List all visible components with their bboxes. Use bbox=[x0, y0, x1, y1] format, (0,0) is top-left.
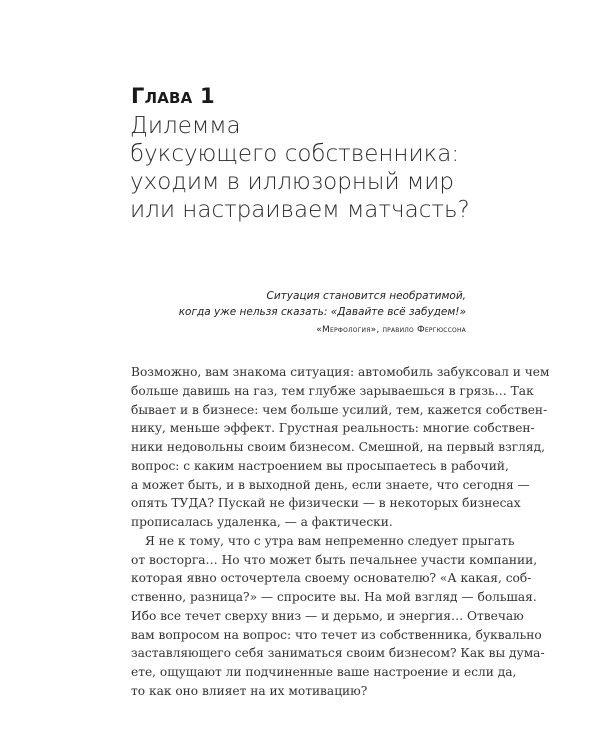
body-line: больше давишь на газ, тем глубже зарываешься в грязь… Так bbox=[131, 383, 534, 398]
epigraph bbox=[179, 289, 466, 320]
body-line: вопрос: с каким настроением вы просыпаетесь в рабочий, bbox=[131, 458, 509, 473]
chapter-title-line: Дилемма bbox=[130, 113, 241, 139]
body-line: бывает и в бизнесе: чем больше усилий, тем, кажется собствен- bbox=[131, 402, 548, 417]
chapter-title bbox=[130, 112, 470, 224]
body-line: от восторга… Но что может быть печальнее участи компании, bbox=[131, 552, 538, 567]
body-text bbox=[131, 363, 550, 701]
body-line: Ибо все течет сверху вниз — и дерьмо, и энергия… Отвечаю bbox=[131, 608, 524, 623]
body-line: прописалась удаленка, — а фактически. bbox=[131, 515, 393, 529]
epigraph-line: Ситуация становится необратимой, bbox=[266, 290, 466, 302]
epigraph-line: когда уже нельзя сказать: «Давайте всё забудем!» bbox=[178, 305, 466, 318]
body-line: нику, меньше эффект. Грустная реальность: многие собствен- bbox=[131, 421, 535, 436]
body-line: ете, ощущают ли подчиненные ваше настроение и если да, bbox=[131, 665, 517, 679]
chapter-label: Глава 1 bbox=[131, 84, 215, 108]
body-line: Возможно, вам знакома ситуация: автомобиль забуксовал и чем bbox=[131, 365, 550, 379]
body-line: заставляющего себя заниматься своим бизнесом? Как вы дума- bbox=[131, 646, 545, 661]
chapter-title-line: или настраиваем матчасть? bbox=[130, 197, 470, 223]
body-line: которая явно осточертела своему основателю? «А какая, соб- bbox=[131, 571, 532, 586]
body-line: Я не к тому, что с утра вам непременно следует прыгать bbox=[145, 533, 515, 548]
epigraph-attribution: «Мерфология», правило Фергюссона bbox=[316, 325, 466, 335]
body-line: то как оно влияет на их мотивацию? bbox=[131, 683, 368, 698]
body-line: опять ТУДА? Пускай не физически — в некоторых бизнесах bbox=[131, 496, 521, 511]
body-line: а может быть, и в выходной день, если знаете, что сегодня — bbox=[131, 477, 530, 492]
body-line: ственно, разница?» — спросите вы. На мой взгляд — большая. bbox=[131, 590, 537, 604]
body-line: ники недовольны своим бизнесом. Смешной, на первый взгляд, bbox=[131, 440, 545, 454]
chapter-title-line: буксующего собственника: bbox=[130, 141, 460, 167]
chapter-title-line: уходим в иллюзорный мир bbox=[130, 169, 455, 195]
body-line: вам вопросом на вопрос: что течет из собственника, буквально bbox=[131, 627, 542, 642]
